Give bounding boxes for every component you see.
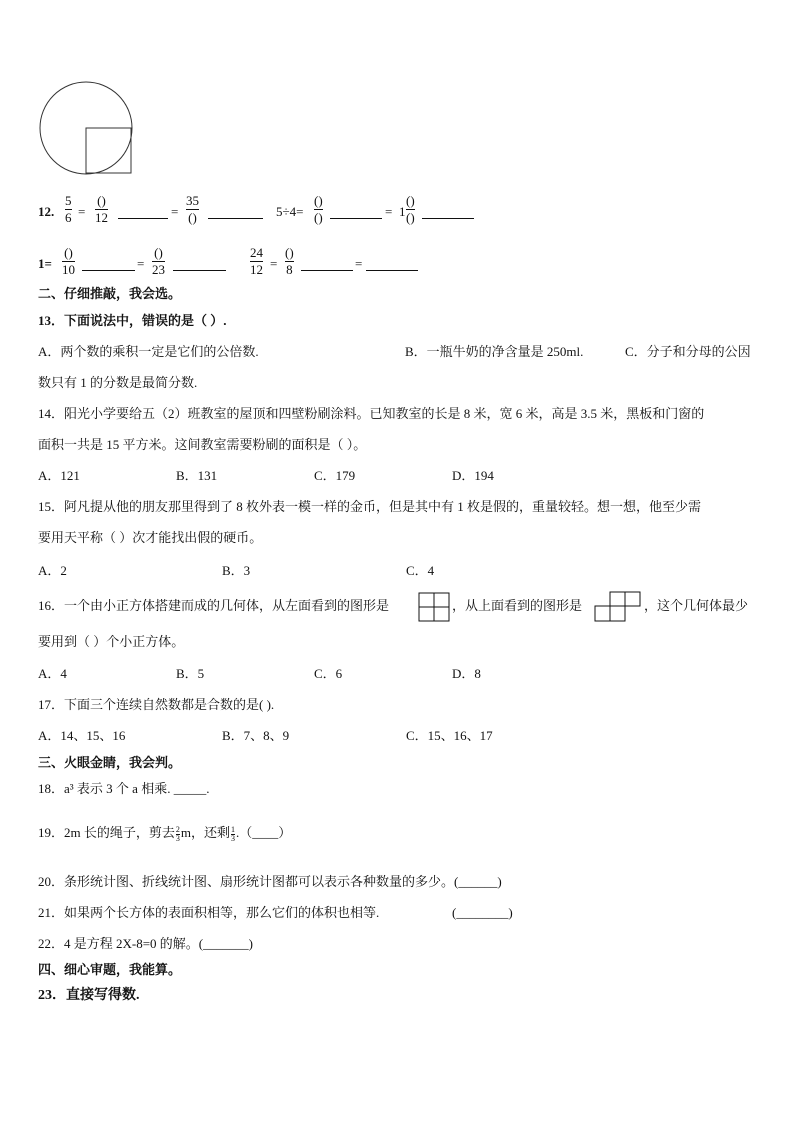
section-4-heading: 四、细心审题，我能算。 (38, 962, 182, 977)
section-3-heading: 三、火眼金睛，我会判。 (38, 755, 182, 770)
q14-stem-line-1: 14．阳光小学要给五（2）班教室的屋顶和四壁粉刷涂料。已知教室的长是 8 米，宽 6 米，高是 3.5 米，黑板和门窗的 (38, 406, 705, 421)
q19-fa-denominator: 3 (175, 833, 180, 843)
q18-text: 18．a³ 表示 3 个 a 相乘. _____. (38, 781, 210, 796)
q12-fraction-8 (250, 246, 263, 277)
circle-square-figure (38, 80, 138, 180)
q12-f7-numerator: () (154, 245, 163, 260)
q12-eq5: = (270, 256, 278, 271)
q13-option-b[interactable]: B．一瓶牛奶的净含量是 250ml. (405, 344, 584, 359)
q12-fraction-1 (65, 194, 72, 225)
q12-fraction-7 (152, 246, 165, 277)
q12-f9-denominator: 8 (286, 262, 293, 277)
q12-fraction-3 (186, 194, 199, 225)
q12-blank-4[interactable] (422, 206, 474, 219)
q14-option-d[interactable]: D．194 (452, 468, 494, 483)
q19-fraction-cut (176, 826, 180, 843)
q16-stem-part-3: ，这个几何体最少 (644, 598, 749, 613)
q12-f5-denominator: () (406, 210, 415, 225)
q12-fraction-9 (285, 246, 294, 277)
q12-f6-denominator: 10 (62, 262, 75, 277)
q19-fa-numerator: 2 (175, 824, 180, 834)
q12-f8-numerator: 24 (250, 245, 263, 260)
q12-eq1: = (78, 204, 86, 219)
q12-f4-numerator: () (314, 193, 323, 208)
q12-f9-numerator: () (285, 245, 294, 260)
q12-blank-2[interactable] (208, 206, 263, 219)
q12-blank-1[interactable] (118, 206, 168, 219)
q13-stem: 13．下面说法中，错误的是（ ）. (38, 313, 227, 328)
q15-option-c[interactable]: C．4 (406, 563, 435, 578)
q12-fraction-2 (95, 194, 108, 225)
q12-f3-numerator: 35 (186, 193, 199, 208)
q12-fraction-6 (62, 246, 75, 277)
q12-blank-8[interactable] (366, 258, 418, 271)
q12-eq4: = (137, 256, 145, 271)
left-view-figure (418, 592, 450, 622)
q19-line (38, 825, 291, 843)
q12-one-equals: 1= (38, 256, 52, 271)
q17-option-a[interactable]: A．14、15、16 (38, 728, 126, 743)
q13-option-c[interactable]: C．分子和分母的公因 (625, 344, 751, 359)
q19-part-3: .（____） (236, 825, 292, 840)
q12-f1-numerator: 5 (65, 193, 72, 208)
q19-fb-denominator: 3 (231, 833, 235, 843)
q12-blank-6[interactable] (173, 258, 226, 271)
q21-answer-paren[interactable]: (________) (452, 905, 513, 920)
q12-div-expression: 5÷4= (276, 204, 304, 219)
figure-square (86, 128, 131, 173)
q12-f2-numerator: () (97, 193, 106, 208)
q12-eq6: = (355, 256, 363, 271)
q14-option-a[interactable]: A．121 (38, 468, 80, 483)
q13-option-a[interactable]: A．两个数的乘积一定是它们的公倍数. (38, 344, 259, 359)
q22-text: 22．4 是方程 2X-8=0 的解。(_______) (38, 936, 253, 951)
q15-option-a[interactable]: A．2 (38, 563, 67, 578)
section-2-heading: 二、仔细推敲，我会选。 (38, 286, 182, 301)
q12-blank-3[interactable] (330, 206, 382, 219)
q12-f8-denominator: 12 (250, 262, 263, 277)
q17-stem: 17．下面三个连续自然数都是合数的是( ). (38, 697, 275, 712)
q14-option-c[interactable]: C．179 (314, 468, 356, 483)
q12-fraction-4 (314, 194, 323, 225)
q12-f7-denominator: 23 (152, 262, 165, 277)
q19-part-2: m，还剩 (180, 825, 230, 840)
q16-option-d[interactable]: D．8 (452, 666, 481, 681)
q15-option-b[interactable]: B．3 (222, 563, 251, 578)
q17-option-c[interactable]: C．15、16、17 (406, 728, 493, 743)
q16-stem-line-2: 要用到（ ）个小正方体。 (38, 634, 185, 649)
q12-fraction-5 (406, 194, 415, 225)
q12-eq2: = (171, 204, 179, 219)
q12-f2-denominator: 12 (95, 210, 108, 225)
q12-eq3: = (385, 204, 393, 219)
q16-stem-part-1: 16．一个由小正方体搭建而成的几何体，从左面看到的图形是 (38, 598, 390, 613)
q23-text: 23．直接写得数. (38, 988, 140, 1003)
q16-option-a[interactable]: A．4 (38, 666, 67, 681)
q12-mixed-whole: 1 (399, 204, 406, 219)
q12-number: 12. (38, 204, 55, 219)
q12-f3-denominator: () (188, 210, 197, 225)
q19-fraction-left (231, 826, 235, 843)
q14-stem-line-2: 面积一共是 15 平方米。这间教室需要粉刷的面积是（ ）。 (38, 437, 367, 452)
q19-fb-numerator: 1 (231, 824, 235, 834)
q17-option-b[interactable]: B．7、8、9 (222, 728, 290, 743)
q19-part-1: 19．2m 长的绳子，剪去 (38, 825, 175, 840)
q12-f5-numerator: () (406, 193, 415, 208)
q15-stem-line-2: 要用天平称（ ）次才能找出假的硬币。 (38, 530, 263, 545)
q16-option-b[interactable]: B．5 (176, 666, 205, 681)
q12-blank-7[interactable] (301, 258, 353, 271)
q14-option-b[interactable]: B．131 (176, 468, 218, 483)
q13-option-c-continued: 数只有 1 的分数是最简分数. (38, 375, 198, 390)
q16-option-c[interactable]: C．6 (314, 666, 343, 681)
q20-text: 20．条形统计图、折线统计图、扇形统计图都可以表示各种数量的多少。(______) (38, 874, 502, 889)
q21-text: 21．如果两个长方体的表面积相等，那么它们的体积也相等. (38, 905, 380, 920)
q12-f1-denominator: 6 (65, 210, 72, 225)
q12-f4-denominator: () (314, 210, 323, 225)
q12-blank-5[interactable] (82, 258, 135, 271)
q16-stem-part-2: ，从上面看到的图形是 (452, 598, 583, 613)
top-view-figure (594, 591, 642, 622)
q15-stem-line-1: 15．阿凡提从他的朋友那里得到了 8 枚外表一模一样的金币，但是其中有 1 枚是假的，重量较轻。想一想，他至少需 (38, 499, 702, 514)
q12-f6-numerator: () (64, 245, 73, 260)
